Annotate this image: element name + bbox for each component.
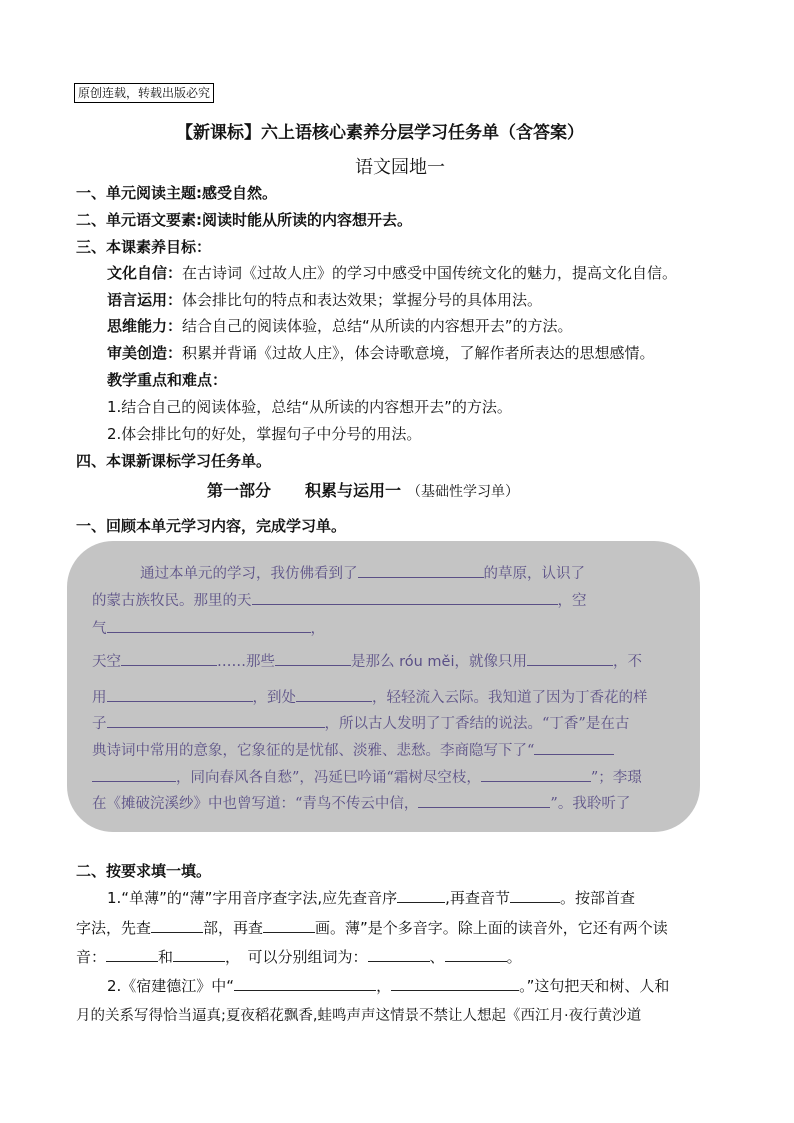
- section-4: 四、本课新课标学习任务单。: [76, 452, 272, 470]
- fill-blank[interactable]: [358, 563, 484, 578]
- goal-text: 积累并背诵《过故人庄》，体会诗歌意境，了解作者所表达的思想感情。: [182, 344, 655, 362]
- goal-text: 在古诗词《过故人庄》的学习中感受中国传统文化的魅力，提高文化自信。: [182, 264, 678, 282]
- fill-blank[interactable]: [296, 687, 372, 702]
- review-line-7: [92, 740, 680, 761]
- text: ……那些: [217, 654, 275, 670]
- text: 是那么: [351, 654, 395, 670]
- goal-thinking: [107, 316, 573, 336]
- text: ，: [376, 977, 392, 995]
- text: ,再查音节: [445, 889, 510, 907]
- review-line-5: [92, 687, 680, 708]
- part-one-heading: [207, 480, 519, 503]
- text: ，: [310, 621, 325, 637]
- page-title: 【新课标】六上语核心素养分层学习任务单（含答案）: [176, 123, 584, 143]
- text: 2.《宿建德江》中“: [107, 977, 235, 995]
- question-2-line-3: [76, 947, 522, 967]
- review-line-6: [92, 713, 680, 734]
- fill-blank[interactable]: [275, 651, 351, 666]
- fill-blank[interactable]: [534, 740, 614, 755]
- text: 。: [506, 948, 522, 966]
- part-name: 积累与运用一: [305, 481, 402, 500]
- key-point-2: 2.体会排比句的好处，掌握句子中分号的用法。: [107, 425, 422, 443]
- text: ，就像只用: [454, 654, 527, 670]
- goal-text: 结合自己的阅读体验，总结“从所读的内容想开去”的方法。: [182, 317, 573, 335]
- fill-blank[interactable]: [107, 713, 325, 728]
- text: 画。薄”是个多音字。除上面的读音外，它还有两个读: [315, 919, 668, 937]
- key-points-title: 教学重点和难点：: [107, 371, 228, 389]
- section-3: 三、本课素养目标：: [76, 238, 212, 256]
- goal-label: 审美创造：: [107, 344, 183, 362]
- fill-blank[interactable]: [445, 947, 507, 962]
- text: ，空: [557, 593, 587, 609]
- goal-label: 语言运用：: [107, 291, 183, 309]
- text: 。”这句把天和树、人和: [519, 977, 670, 995]
- fill-blank[interactable]: [391, 976, 519, 991]
- fill-blank[interactable]: [527, 651, 613, 666]
- text: 部，再查: [203, 919, 264, 937]
- review-line-3: [92, 618, 680, 639]
- question-1-heading: 一、回顾本单元学习内容，完成学习单。: [76, 517, 347, 535]
- question-2-line-2: [76, 918, 668, 938]
- part-label: 第一部分: [207, 481, 272, 500]
- goal-text: 体会排比句的特点和表达效果；掌握分号的具体用法。: [182, 291, 543, 309]
- pinyin-prompt: róu měi: [399, 654, 455, 670]
- text: ，同向春风各自愁”，冯延巳吟诵“霜树尽空枝，: [176, 770, 481, 786]
- text: ，到处: [252, 690, 296, 706]
- review-line-9: [92, 793, 680, 814]
- section-1: 一、单元阅读主题:感受自然。: [76, 184, 277, 202]
- text: 的草原，认识了: [483, 566, 585, 582]
- text: 子: [92, 716, 107, 732]
- text: 通过本单元的学习，我仿佛看到了: [140, 566, 358, 582]
- text: ”；李璟: [590, 770, 642, 786]
- fill-blank[interactable]: [234, 976, 376, 991]
- fill-blank[interactable]: [107, 618, 311, 633]
- goal-language: [107, 290, 542, 310]
- review-line-1: [92, 563, 680, 584]
- text: ，轻轻流入云际。我知道了因为丁香花的样: [372, 690, 648, 706]
- text: 、: [429, 948, 445, 966]
- fill-blank[interactable]: [252, 590, 558, 605]
- review-line-8: [92, 767, 680, 788]
- text: 典诗词中常用的意象，它象征的是忧郁、淡雅、悲愁。李商隐写下了“: [92, 743, 535, 759]
- text: 1.“单薄”的“薄”字用音序查字法,应先查音序: [107, 889, 398, 907]
- text: 和: [158, 948, 174, 966]
- fill-blank[interactable]: [151, 918, 203, 933]
- key-point-1: 1.结合自己的阅读体验，总结“从所读的内容想开去”的方法。: [107, 398, 512, 416]
- fill-blank[interactable]: [263, 918, 315, 933]
- text: 用: [92, 690, 107, 706]
- text: 在《摊破浣溪纱》中也曾写道：“青鸟不传云中信，: [92, 796, 419, 812]
- page-subtitle: 语文园地一: [355, 157, 445, 178]
- fill-blank[interactable]: [481, 767, 591, 782]
- text: ， 可以分别组词为：: [225, 948, 368, 966]
- part-type: （基础性学习单）: [407, 484, 520, 500]
- goal-label: 文化自信：: [107, 264, 183, 282]
- goal-label: 思维能力：: [107, 317, 183, 335]
- fill-blank[interactable]: [173, 947, 225, 962]
- text: 。按部首查: [559, 889, 635, 907]
- question-2-line-1: [107, 888, 635, 908]
- question-2-heading: 二、按要求填一填。: [76, 862, 212, 880]
- question-2-line-4: [107, 976, 669, 996]
- text: 字法，先查: [76, 919, 152, 937]
- fill-blank[interactable]: [397, 888, 445, 903]
- fill-blank[interactable]: [107, 687, 253, 702]
- review-line-4: [92, 651, 680, 672]
- text: 天空: [92, 654, 121, 670]
- review-line-2: [92, 590, 680, 611]
- section-2: 二、单元语文要素:阅读时能从所读的内容想开去。: [76, 211, 413, 229]
- fill-blank[interactable]: [418, 793, 550, 808]
- fill-blank[interactable]: [92, 767, 176, 782]
- question-2-line-5: 月的关系写得恰当逼真;夏夜稻花飘香,蛙鸣声声这情景不禁让人想起《西江月·夜行黄沙道: [76, 1008, 642, 1024]
- fill-blank[interactable]: [510, 888, 560, 903]
- fill-blank[interactable]: [106, 947, 158, 962]
- copyright-notice: 原创连载，转载出版必究: [74, 83, 214, 103]
- text: ，所以古人发明了丁香结的说法。“丁香”是在古: [324, 716, 630, 732]
- text: 的蒙古族牧民。那里的天: [92, 593, 252, 609]
- goal-aesthetic: [107, 343, 655, 363]
- text: 音：: [76, 948, 107, 966]
- text: ，不: [613, 654, 642, 670]
- fill-blank[interactable]: [368, 947, 430, 962]
- goal-culture: [107, 263, 677, 283]
- text: 气: [92, 621, 107, 637]
- fill-blank[interactable]: [121, 651, 217, 666]
- text: ”。我聆听了: [550, 796, 631, 812]
